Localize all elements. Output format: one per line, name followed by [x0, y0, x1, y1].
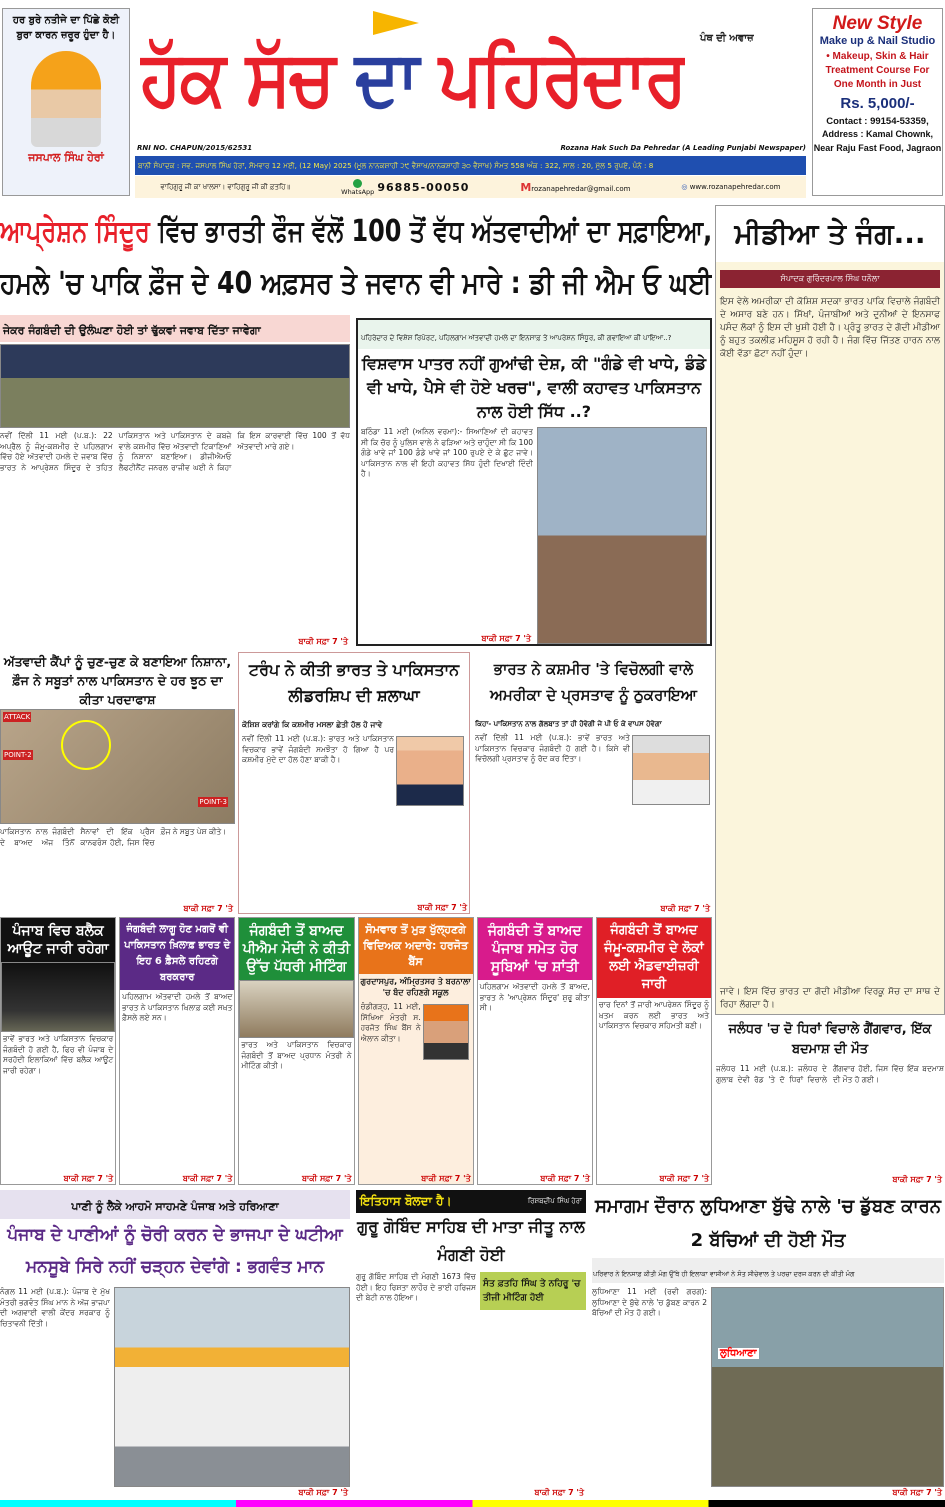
- story-subhead: ਗੁਰਦਾਸਪੁਰ, ਅੰਮ੍ਰਿਤਸਰ ਤੇ ਬਰਨਾਲਾ 'ਚ ਬੰਦ ਰਹਿਣਗੇ ਸਕੂਲ: [360, 977, 471, 997]
- photo-location-label: ਲੁਧਿਆਣਾ: [720, 1348, 757, 1359]
- bhagwant-mann-photo: [114, 1287, 350, 1487]
- story-headline[interactable]: ਜੰਗਬੰਦੀ ਤੋਂ ਬਾਅਦ ਪੰਜਾਬ ਸਮੇਤ ਹੋਰ ਸੂਬਿਆਂ 'ਚ ਸ਼ਾਂਤੀ: [478, 918, 592, 980]
- harjot-bains-photo: [423, 1004, 469, 1060]
- whatsapp-contact[interactable]: [341, 179, 469, 196]
- story-kicker: ਪਾਣੀ ਨੂੰ ਲੈਕੇ ਆਹਮੋ ਸਾਹਮਣੇ ਪੰਜਾਬ ਅਤੇ ਹਰਿਆਣਾ: [71, 1200, 279, 1213]
- masthead: [135, 5, 810, 197]
- target-circle: [61, 720, 111, 770]
- continued-link[interactable]: ਬਾਕੀ ਸਫ਼ਾ 7 'ਤੇ: [660, 904, 710, 913]
- continued-link[interactable]: ਬਾਕੀ ਸਫ਼ਾ 7 'ਤੇ: [182, 1174, 233, 1183]
- continued-link[interactable]: ਬਾਕੀ ਸਫ਼ਾ 7 'ਤੇ: [892, 1175, 942, 1184]
- story-body: ਨਵੀਂ ਦਿੱਲੀ 11 ਮਈ (ਪ.ਬ.): ਭਾਰਤ ਅਤੇ ਪਾਕਿਸਤਾਨ ਵਿਚਕਾਰ ਭਾਵੇਂ ਜੰਗਬੰਦੀ ਸਮਝੌਤਾ ਹੋ ਗਿਆ ਹੈ ਪਰ ਕਸ਼ਮੀਰ ਮੁੱਦੇ ਦਾ ਹੱਲ ਹੋਣਾ ਬਾਕੀ ਹੈ।: [242, 734, 394, 764]
- phone-number: 96885-00050: [377, 180, 470, 194]
- story-body: ਲੁਧਿਆਣਾ 11 ਮਈ (ਰਵੀ ਗਰਗ): ਲੁਧਿਆਣਾ ਦੇ ਬੁੱਢੇ ਨਾਲੇ 'ਚ ਡੁੱਬਣ ਕਾਰਨ 2 ਬੱਚਿਆਂ ਦੀ ਮੌਤ ਹੋ ਗਈ।: [592, 1287, 707, 1317]
- title-part3: ਪਹਿਰੇਦਾਰ: [439, 33, 685, 122]
- ad-price: Rs. 5,000/-: [840, 95, 915, 112]
- story-six-decisions: [119, 917, 235, 1185]
- lead-subhead-bar: [0, 315, 350, 342]
- globe-icon: ◎: [681, 183, 688, 191]
- drowning-scene-photo: [711, 1287, 944, 1487]
- lead-subhead: ਜੇਕਰ ਜੰਗਬੰਦੀ ਦੀ ਉਲੰਘਣਾ ਹੋਈ ਤਾਂ ਢੁੱਕਵਾਂ ਜਵਾਬ ਦਿੱਤਾ ਜਾਵੇਗਾ: [3, 324, 261, 337]
- continued-link[interactable]: ਬਾਕੀ ਸਫ਼ਾ 7 'ਤੇ: [417, 903, 467, 912]
- special-kicker: ਪਹਿਰੇਦਾਰ ਦੇ ਵਿਸ਼ੇਸ਼ ਰਿਪੋਰਟ, ਪਹਿਲਗਾਮ ਅੱਤਵਾਦੀ ਹਮਲੇ ਦਾ ਇਨਸਾਫ਼ ਤੇ ਆਪਰੇਸ਼ਨ ਸਿੰਧੂਰ, ਕੀ ਗਵਾਇਆ ਕੀ ਪਾਇਆ..?: [361, 334, 672, 342]
- story-modi-meeting: [238, 917, 354, 1185]
- attack-label: ATTACK: [4, 713, 31, 721]
- email-contact[interactable]: [520, 181, 630, 194]
- title-part1: ਹੱਕ ਸੱਚ: [140, 33, 334, 122]
- lead-headline-line1: [0, 206, 712, 258]
- point2-label: POINT-2: [4, 751, 32, 759]
- founder-box: [2, 8, 130, 196]
- special-report: [356, 318, 712, 646]
- continued-link[interactable]: ਬਾਕੀ ਸਫ਼ਾ 7 'ਤੇ: [63, 1174, 114, 1183]
- ad-brand: New Style: [832, 13, 923, 34]
- trump-photo: [396, 736, 464, 806]
- story-headline[interactable]: ਪੰਜਾਬ ਦੇ ਪਾਣੀਆਂ ਨੂੰ ਚੋਰੀ ਕਰਨ ਦੇ ਭਾਜਪਾ ਦੇ ਘਟੀਆ ਮਨਸੂਬੇ ਸਿਰੇ ਨਹੀਂ ਚੜ੍ਹਨ ਦੇਵਾਂਗੇ : ਭਗਵੰਤ ਮਾਨ: [7, 1225, 343, 1277]
- story-headline[interactable]: ਪੰਜਾਬ ਵਿਚ ਬਲੈਕ ਆਊਟ ਜਾਰੀ ਰਹੇਗਾ: [1, 918, 115, 962]
- story-headline[interactable]: ਜੰਗਬੰਦੀ ਤੋਂ ਬਾਅਦ ਜੰਮੂ-ਕਸ਼ਮੀਰ ਦੇ ਲੋਕਾਂ ਲਈ ਐਡਵਾਈਜ਼ਰੀ ਜਾਰੀ: [597, 918, 711, 998]
- continued-link[interactable]: ਬਾਕੀ ਸਫ਼ਾ 7 'ਤੇ: [892, 1488, 942, 1497]
- website-address: www.rozanapehredar.com: [689, 183, 781, 191]
- info-bar-text: ਬਾਨੀ ਸੰਪਾਦਕ : ਸਵ. ਜਸਪਾਲ ਸਿੰਘ ਹੇਰਾਂ, ਸੋਮਵਾਰ 12 ਮਈ, (12 May) 2025 (ਮੂਲ ਨਾਨਕਸ਼ਾਹੀ ੨੯ ਵੈਸਾਖ/ਨਾਨਕਸ਼ਾਹੀ ੩੦ ਵੈਸਾਖ) ਸੰਮਤ 558 ਅੰਕ : 322, ਸਾਲ : 20, ਮੁੱਲ 5 ਰੁਪਏ, ਪੰਨੇ : 8: [138, 161, 654, 170]
- satellite-attack-photo: [0, 709, 235, 824]
- info-bar: [135, 156, 806, 175]
- story-body: ਚਾਰ ਦਿਨਾਂ ਤੋਂ ਜਾਰੀ ਆਪਰੇਸ਼ਨ ਸਿੰਦੂਰ ਨੂੰ ਖ਼ਤਮ ਕਰਨ ਲਈ ਭਾਰਤ ਅਤੇ ਪਾਕਿਸਤਾਨ ਵਿਚਕਾਰ ਸਹਿਮਤੀ ਬਣੀ।: [598, 1000, 710, 1030]
- email-address: rozanapehredar@gmail.com: [531, 184, 631, 193]
- lead-headline[interactable]: [0, 206, 712, 310]
- story-advisory: [596, 917, 712, 1185]
- editorial-body: ਇਸ ਵੇਲੇ ਅਮਰੀਕਾ ਦੀ ਕੋਸ਼ਿਸ਼ ਸਦਕਾ ਭਾਰਤ ਪਾਕਿ ਵਿਚਾਲੇ ਜੰਗਬੰਦੀ ਦੇ ਅਸਾਰ ਬਣੇ ਹਨ। ਸਿੱਖਾਂ, ਪੰਜਾਬੀਆਂ ਅਤੇ ਦੁਨੀਆਂ ਦੇ ਇਨਸਾਫ ਪਸੰਦ ਲੋਕਾਂ ਨੂੰ ਇਸ ਦੀ ਖੁਸ਼ੀ ਹੋਈ ਹੈ। ਪ੍ਰੰਤੂ ਭਾਰਤ ਦੇ ਗੋਦੀ ਮੀਡੀਆ ਨੂੰ ਬਹੁਤ ਤਕਲੀਫ਼ ਮਹਿਸੂਸ ਹੋ ਰਹੀ ਹੈ। ਜੰਗ ਵਿੱਚ ਜਿੱਤਣ ਹਾਰਨ ਨਾਲ ਕੋਈ ਵੱਡਾ ਛੋਟਾ ਨਹੀਂ ਹੁੰਦਾ।: [720, 297, 940, 359]
- newspaper-title-wrap: [140, 30, 685, 130]
- continued-link[interactable]: ਬਾਕੀ ਸਫ਼ਾ 7 'ਤੇ: [298, 1488, 348, 1497]
- continued-link[interactable]: ਬਾਕੀ ਸਫ਼ਾ 7 'ਤੇ: [540, 1174, 590, 1183]
- story-body: ਭਾਵੇਂ ਭਾਰਤ ਅਤੇ ਪਾਕਿਸਤਾਨ ਵਿਚਕਾਰ ਜੰਗਬੰਦੀ ਹੋ ਗਈ ਹੈ, ਫਿਰ ਵੀ ਪੰਜਾਬ ਦੇ ਸਰਹੱਦੀ ਇਲਾਕਿਆਂ ਵਿੱਚ ਬਲੈਕ ਆਊਟ ਜਾਰੀ ਰਹੇਗਾ।: [3, 1034, 114, 1075]
- ad-offer: • Makeup, Skin & Hair Treatment Course For One Month in Just: [825, 51, 930, 90]
- tagline: ਪੰਥ ਦੀ ਅਵਾਜ਼: [700, 33, 754, 44]
- english-name: Rozana Hak Such Da Pehredar (A Leading Punjabi Newspaper): [560, 144, 806, 152]
- gmail-icon: M: [520, 180, 532, 194]
- dgmo-press-conference-photo: [0, 344, 350, 428]
- story-subhead: ਕੋਸ਼ਿਸ਼ ਕਰਾਂਗੇ ਕਿ ਕਸ਼ਮੀਰ ਮਸਲਾ ਛੇਤੀ ਹੱਲ ਹੋ ਜਾਵੇ: [242, 720, 383, 729]
- story-schools: [358, 917, 474, 1185]
- founder-photo: [31, 51, 101, 147]
- story-jalandhar: [716, 1020, 944, 1185]
- whatsapp-icon: [353, 179, 362, 188]
- lead-headline-line2: ਹਮਲੇ 'ਚ ਪਾਕਿ ਫ਼ੌਜ ਦੇ 40 ਅਫ਼ਸਰ ਤੇ ਜਵਾਨ ਵੀ ਮਾਰੇ : ਡੀ ਜੀ ਐਮ ਓ ਘਈ: [0, 266, 712, 301]
- story-headline[interactable]: ਅੱਤਵਾਦੀ ਕੈਂਪਾਂ ਨੂੰ ਚੁਣ-ਚੁਣ ਕੇ ਬਣਾਇਆ ਨਿਸ਼ਾਨਾ, ਫ਼ੌਜ ਨੇ ਸਬੂਤਾਂ ਨਾਲ ਪਾਕਿਸਤਾਨ ਦੇ ਹਰ ਝੂਠ ਦਾ ਕੀਤਾ ਪਰਦਾਫਾਸ਼: [3, 654, 232, 707]
- editorial-title: ਮੀਡੀਆ ਤੇ ਜੰਗ...: [716, 206, 944, 262]
- whatsapp-label: WhatsApp: [341, 187, 375, 196]
- story-body: ਜਲੰਧਰ 11 ਮਈ (ਪ.ਬ.): ਜਲੰਧਰ ਦੇ ਗੁਲਾਬ ਦੇਵੀ ਰੋਡ 'ਤੇ ਦੋ ਧਿਰਾਂ ਵਿਚਾਲੇ ਗੈਂਗਵਾਰ ਹੋਈ, ਜਿਸ ਵਿੱਚ ਇੱਕ ਬਦਮਾਸ਼ ਦੀ ਮੌਤ ਹੋ ਗਈ।: [716, 1064, 944, 1084]
- founder-quote: ਹਰ ਬੁਰੇ ਨਤੀਜੇ ਦਾ ਪਿੱਛੇ ਕੋਈ ਬੁਰਾ ਕਾਰਨ ਜ਼ਰੂਰ ਹੁੰਦਾ ਹੈ।: [12, 15, 120, 41]
- story-headline[interactable]: ਜੰਗਬੰਦੀ ਲਾਗੂ ਹੋਣ ਮਗਰੋਂ ਵੀ ਪਾਕਿਸਤਾਨ ਖ਼ਿਲਾਫ਼ ਭਾਰਤ ਦੇ ਇਹ 6 ਫ਼ੈਸਲੇ ਰਹਿਣਗੇ ਬਰਕਰਾਰ: [120, 918, 234, 990]
- ad-studio: Make up & Nail Studio: [819, 35, 936, 47]
- story-headline[interactable]: ਟਰੰਪ ਨੇ ਕੀਤੀ ਭਾਰਤ ਤੇ ਪਾਕਿਸਤਾਨ ਲੀਡਰਸ਼ਿਪ ਦੀ ਸ਼ਲਾਘਾ: [248, 660, 460, 705]
- story-headline[interactable]: ਜਲੰਧਰ 'ਚ ਦੋ ਧਿਰਾਂ ਵਿਚਾਲੇ ਗੈਂਗਵਾਰ, ਇੱਕ ਬਦਮਾਸ਼ ਦੀ ਮੌਤ: [728, 1022, 932, 1057]
- continued-link[interactable]: ਬਾਕੀ ਸਫ਼ਾ 7 'ਤੇ: [534, 1488, 584, 1497]
- title-part2: ਦਾ: [354, 33, 418, 122]
- story-body: ਪਾਕਿਸਤਾਨ ਨਾਲ ਜੰਗਬੰਦੀ ਦੇ ਬਾਅਦ ਅੱਜ ਤਿੰਨੋਂ ਸੈਨਾਵਾਂ ਦੀ ਇੱਕ ਪ੍ਰੈਸ ਕਾਨਫਰੰਸ ਹੋਈ, ਜਿਸ ਵਿੱਚ ਫ਼ੌਜ ਨੇ ਸਬੂਤ ਪੇਸ਼ ਕੀਤੇ।: [0, 827, 227, 847]
- special-headline[interactable]: ਵਿਸ਼ਵਾਸ ਪਾਤਰ ਨਹੀਂ ਗੁਆਂਢੀ ਦੇਸ਼, ਕੀ "ਗੰਡੇ ਵੀ ਖਾਧੇ, ਡੰਡੇ ਵੀ ਖਾਧੇ, ਪੈਸੇ ਵੀ ਹੋਏ ਖਰਚ", ਵਾਲੀ ਕਹਾਵਤ ਪਾਕਿਸਤਾਨ ਨਾਲ ਹੋਈ ਸਿੱਧ ..?: [361, 354, 707, 421]
- story-kicker: ਪਰਿਵਾਰ ਨੇ ਇਨਸਾਫ਼ ਕੀਤੀ ਮੰਗ ਉੱਥੇ ਹੀ ਇਲਾਕਾ ਵਾਸੀਆਂ ਨੇ ਸੰਤ ਸੀਚੇਵਾਲ ਤੇ ਪਰਚਾ ਦਰਜ ਕਰਨ ਦੀ ਕੀਤੀ ਮੰਗ: [593, 1270, 855, 1278]
- story-trump: [238, 652, 470, 914]
- lead-body: ਨਵੀਂ ਦਿੱਲੀ 11 ਮਈ (ਪ.ਬ.): 22 ਅਪ੍ਰੈਲ ਨੂੰ ਜੰਮੂ-ਕਸ਼ਮੀਰ ਦੇ ਪਹਿਲਗਾਮ ਵਿੱਚ ਹੋਏ ਅੱਤਵਾਦੀ ਹਮਲੇ ਦੇ ਜਵਾਬ ਵਿੱਚ ਭਾਰਤ ਨੇ ਆਪ੍ਰੇਸ਼ਨ ਸਿੰਦੂਰ ਦੇ ਤਹਿਤ ਪਾਕਿਸਤਾਨ ਅਤੇ ਪਾਕਿਸਤਾਨ ਦੇ ਕਬਜ਼ੇ ਵਾਲੇ ਕਸ਼ਮੀਰ ਵਿੱਚ ਅੱਤਵਾਦੀ ਟਿਕਾਣਿਆਂ ਨੂੰ ਨਿਸ਼ਾਨਾ ਬਣਾਇਆ। ਡੀਜੀਐਮਓ ਲੈਫਟੀਨੈਂਟ ਜਨਰਲ ਰਾਜੀਵ ਘਈ ਨੇ ਕਿਹਾ ਕਿ ਇਸ ਕਾਰਵਾਈ ਵਿੱਚ 100 ਤੋਂ ਵੱਧ ਅੱਤਵਾਦੀ ਮਾਰੇ ਗਏ।: [0, 431, 350, 472]
- story-kashmir: [475, 652, 712, 914]
- lead-headline-rest: ਵਿੱਚ ਭਾਰਤੀ ਫੌਜ ਵੱਲੋਂ 100 ਤੋਂ ਵੱਧ ਅੱਤਵਾਦੀਆਂ ਦਾ ਸਫ਼ਾਇਆ,: [149, 214, 712, 249]
- continued-link[interactable]: ਬਾਕੀ ਸਫ਼ਾ 7 'ਤੇ: [298, 637, 348, 646]
- point3-label: POINT-3: [199, 798, 227, 806]
- story-body: ਪਹਿਲਗਾਮ ਅੱਤਵਾਦੀ ਹਮਲੇ ਤੋਂ ਬਾਅਦ, ਭਾਰਤ ਨੇ 'ਆਪ੍ਰੇਸ਼ਨ ਸਿੰਦੂਰ' ਸ਼ੁਰੂ ਕੀਤਾ ਸੀ।: [479, 982, 590, 1012]
- modi-photo: [632, 735, 710, 805]
- lead-headline-highlight: ਆਪ੍ਰੇਸ਼ਨ ਸਿੰਦੂਰ: [0, 214, 150, 249]
- story-blackout: [0, 917, 116, 1185]
- story-body: ਨੰਗਲ 11 ਮਈ (ਪ.ਬ.): ਪੰਜਾਬ ਦੇ ਮੁੱਖ ਮੰਤਰੀ ਭਗਵੰਤ ਸਿੰਘ ਮਾਨ ਨੇ ਅੱਜ ਭਾਜਪਾ ਦੀ ਅਗਵਾਈ ਵਾਲੀ ਕੇਂਦਰ ਸਰਕਾਰ ਨੂੰ ਚਿਤਾਵਨੀ ਦਿੱਤੀ।: [0, 1287, 110, 1328]
- editorial: [715, 205, 945, 1015]
- history-author: ਰਿਸ਼ਬਦੀਪ ਸਿੰਘ ਹੇਰਾਂ: [527, 1197, 582, 1205]
- special-kicker-bar: [358, 320, 710, 349]
- story-headline[interactable]: ਜੰਗਬੰਦੀ ਤੋਂ ਬਾਅਦ ਪੀਐਮ ਮੋਦੀ ਨੇ ਕੀਤੀ ਉੱਚ ਪੱਧਰੀ ਮੀਟਿੰਗ: [239, 918, 353, 980]
- meeting-photo: [239, 980, 353, 1038]
- story-headline[interactable]: ਸਮਾਗਮ ਦੌਰਾਨ ਲੁਧਿਆਣਾ ਬੁੱਢੇ ਨਾਲੇ 'ਚ ਡੁੱਬਣ ਕਾਰਨ 2 ਬੱਚਿਆਂ ਦੀ ਹੋਈ ਮੌਤ: [594, 1196, 942, 1251]
- website-link[interactable]: [681, 183, 780, 191]
- ad-contact: Contact : 99154-53359,: [826, 116, 929, 127]
- story-body: ਨਵੀਂ ਦਿੱਲੀ 11 ਮਈ (ਪ.ਬ.): ਭਾਵੇਂ ਭਾਰਤ ਅਤੇ ਪਾਕਿਸਤਾਨ ਵਿਚਕਾਰ ਜੰਗਬੰਦੀ ਹੋ ਗਈ ਹੈ। ਕਿਸੇ ਵੀ ਵਿਚੋਲਗੀ ਪ੍ਰਸਤਾਵ ਨੂੰ ਰੱਦ ਕਰ ਦਿੱਤਾ।: [475, 733, 630, 763]
- story-subhead: ਕਿਹਾ- ਪਾਕਿਸਤਾਨ ਨਾਲ ਗੱਲਬਾਤ ਤਾਂ ਹੀ ਹੋਵੇਗੀ ਜੇ ਪੀ ਓ ਕੇ ਵਾਪਸ ਹੋਵੇਗਾ: [475, 720, 662, 728]
- story-body: ਪਹਿਲਗਾਮ ਅੱਤਵਾਦੀ ਹਮਲੇ ਤੋਂ ਬਾਅਦ ਭਾਰਤ ਨੇ ਪਾਕਿਸਤਾਨ ਖ਼ਿਲਾਫ਼ ਕਈ ਸਖ਼ਤ ਫ਼ੈਸਲੇ ਲਏ ਸਨ।: [122, 992, 233, 1022]
- story-headline[interactable]: ਸੋਮਵਾਰ ਤੋਂ ਮੁੜ ਖੁੱਲ੍ਹਣਗੇ ਵਿਦਿਅਕ ਅਦਾਰੇ: ਹਰਜੋਤ ਬੈਂਸ: [359, 918, 473, 974]
- story-body: ਗੁਰੂ ਗੋਬਿੰਦ ਸਾਹਿਬ ਦੀ ਮੰਗਣੀ 1673 ਵਿੱਚ ਹੋਈ। ਇਹ ਰਿਸ਼ਤਾ ਲਾਹੌਰ ਦੇ ਭਾਈ ਹਰਿਜਸ ਦੀ ਬੇਟੀ ਨਾਲ ਹੋਇਆ।: [356, 1272, 476, 1302]
- story-water: [0, 1190, 350, 1498]
- warplane-photo: [537, 427, 707, 644]
- newspaper-title: [140, 30, 685, 126]
- editorial-byline: ਸੰਪਾਦਕ ਗੁਰਿੰਦਰਪਾਲ ਸਿੰਘ ਧਨੌਲਾ: [720, 270, 940, 288]
- history-sidebox: ਸੰਤ ਫ਼ਤਹਿ ਸਿੰਘ ਤੇ ਨਹਿਰੂ 'ਚ ਤੀਜੀ ਮੀਟਿੰਗ ਹੋਈ: [480, 1272, 586, 1310]
- story-headline[interactable]: ਗੁਰੂ ਗੋਬਿੰਦ ਸਾਹਿਬ ਦੀ ਮਾਤਾ ਜੀਤੂ ਨਾਲ ਮੰਗਣੀ ਹੋਈ: [357, 1217, 585, 1264]
- continued-link[interactable]: ਬਾਕੀ ਸਫ਼ਾ 7 'ਤੇ: [481, 634, 531, 643]
- khanda-flag-icon: [373, 11, 419, 35]
- lead-story: [0, 315, 350, 647]
- story-body: ਭਾਰਤ ਅਤੇ ਪਾਕਿਸਤਾਨ ਵਿਚਕਾਰ ਜੰਗਬੰਦੀ ਤੋਂ ਬਾਅਦ ਪ੍ਰਧਾਨ ਮੰਤਰੀ ਨੇ ਮੀਟਿੰਗ ਕੀਤੀ।: [241, 1040, 352, 1070]
- ad-address: Address : Kamal Chownk, Near Raju Fast Food, Jagraon: [813, 129, 942, 153]
- continued-link[interactable]: ਬਾਕੀ ਸਫ਼ਾ 7 'ਤੇ: [302, 1174, 352, 1183]
- continued-link[interactable]: ਬਾਕੀ ਸਫ਼ਾ 7 'ਤੇ: [421, 1174, 471, 1183]
- story-history: [356, 1190, 586, 1498]
- story-body: ਚੰਡੀਗੜ੍ਹ, 11 ਮਈ, ਸਿੱਖਿਆ ਮੰਤਰੀ ਸ. ਹਰਜੋਤ ਸਿੰਘ ਬੈਂਸ ਨੇ ਐਲਾਨ ਕੀਤਾ।: [360, 1002, 421, 1043]
- story-peace: [477, 917, 593, 1185]
- night-city-photo: [1, 962, 115, 1032]
- new-style-ad: [812, 8, 943, 196]
- rni-number: RNI NO. CHAPUN/2015/62531: [137, 144, 253, 152]
- continued-link[interactable]: ਬਾਕੀ ਸਫ਼ਾ 7 'ਤੇ: [659, 1174, 710, 1183]
- continued-link[interactable]: ਬਾਕੀ ਸਫ਼ਾ 7 'ਤੇ: [183, 904, 233, 913]
- row3-stories: [0, 917, 712, 1185]
- editorial-ending: ਜਾਵੇ। ਇਸ ਵਿੱਚ ਭਾਰਤ ਦਾ ਗੋਦੀ ਮੀਡੀਆ ਵਿਰਕੂ ਸੋਚ ਦਾ ਸਾਥ ਦੇ ਰਿਹਾ ਲੱਗਦਾ ਹੈ।: [720, 987, 940, 1010]
- greeting: ਵਾਹਿਗੁਰੂ ਜੀ ਕਾ ਖਾਲਸਾ। ਵਾਹਿਗੁਰੂ ਜੀ ਕੀ ਫ਼ਤਹਿ॥: [160, 182, 291, 191]
- history-label: ਇਤਿਹਾਸ ਬੋਲਦਾ ਹੈ।: [360, 1194, 452, 1208]
- special-body: ਬਠਿੰਡਾ 11 ਮਈ (ਅਨਿਲ ਵਰਮਾ):- ਸਿਆਣਿਆਂ ਦੀ ਕਹਾਵਤ ਸੀ ਕਿ ਚੋਰ ਨੂੰ ਪੁਲਿਸ ਵਾਲੇ ਨੇ ਫੜਿਆ ਅਤੇ ਚਾਹੁੰਦਾ ਸੀ ਕਿ 100 ਗੰਡੇ ਖਾਵੇ ਜਾਂ 100 ਡੰਡੇ ਖਾਵੇ ਜਾਂ 100 ਰੁਪਏ ਦੇ ਕੇ ਛੁੱਟ ਜਾਵੇ। ਪਾਕਿਸਤਾਨ ਨਾਲ ਵੀ ਇਹੀ ਕਹਾਵਤ ਸਿੱਧ ਹੁੰਦੀ ਦਿਖਾਈ ਦਿੰਦੀ ਹੈ।: [361, 427, 533, 478]
- founder-name: ਜਸਪਾਲ ਸਿੰਘ ਹੇਰਾਂ: [28, 151, 104, 164]
- contact-row: [135, 176, 806, 198]
- history-label-bar: [356, 1190, 586, 1213]
- story-drowning: [592, 1190, 944, 1498]
- story-headline[interactable]: ਭਾਰਤ ਨੇ ਕਸ਼ਮੀਰ 'ਤੇ ਵਿਚੋਲਗੀ ਵਾਲੇ ਅਮਰੀਕਾ ਦੇ ਪ੍ਰਸਤਾਵ ਨੂੰ ਠੁਕਰਾਇਆ: [490, 660, 697, 704]
- print-registration-bar: [0, 1500, 945, 1507]
- story-camps: [0, 652, 235, 914]
